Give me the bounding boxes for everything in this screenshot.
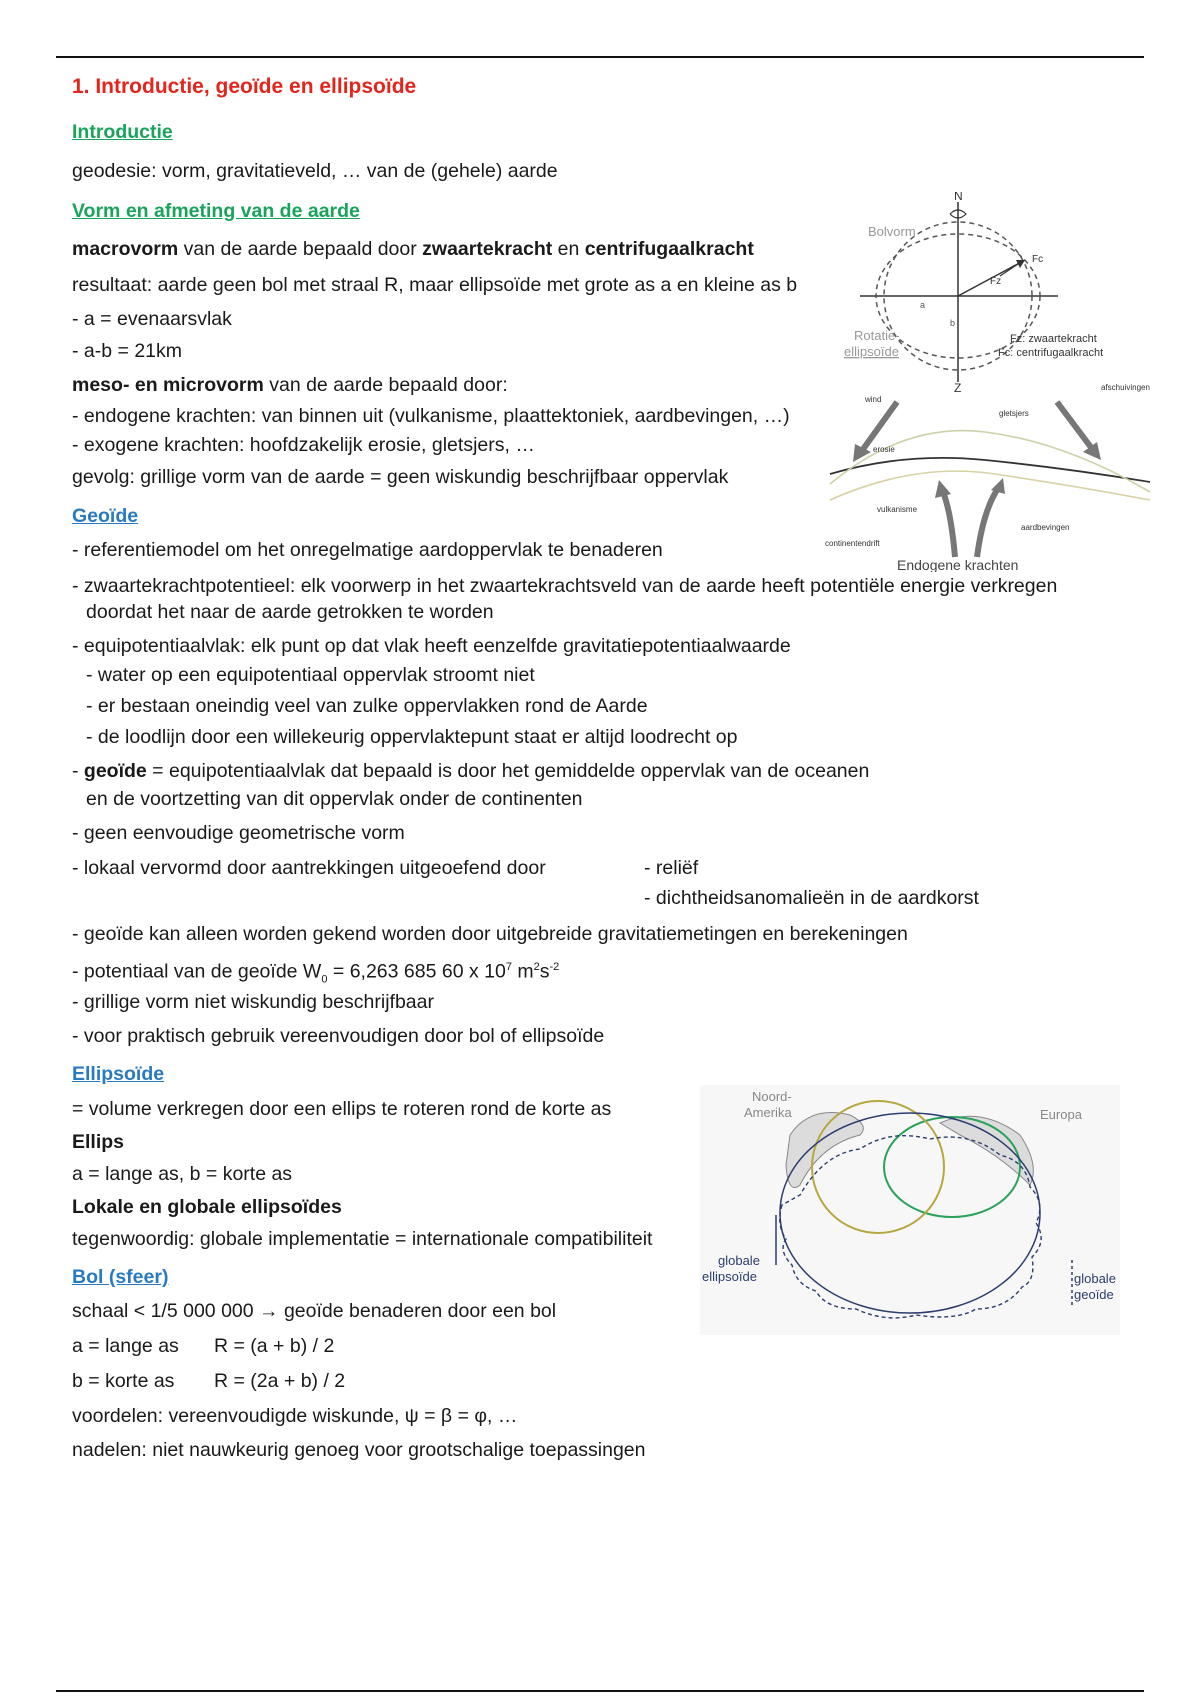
fig2-vulkanisme: vulkanisme	[877, 505, 918, 514]
endogeen-arrow-left	[943, 492, 955, 557]
macro-text-1: van de aarde bepaald door	[178, 238, 423, 260]
geoide-l2b: doordat het naar de aarde getrokken te worden	[86, 601, 494, 623]
fig1-legend-fz: Fz: zwaartekracht	[1010, 333, 1097, 345]
geoide-l3b: - er bestaan oneindig veel van zulke oppervlakken rond de Aarde	[86, 695, 648, 717]
figure-ellipsoid-forces	[840, 192, 1150, 392]
fig3-noord2: Amerika	[744, 1105, 792, 1120]
exogeen-line: - exogene krachten: hoofdzakelijk erosie, gletsjers, …	[72, 434, 535, 456]
ab-line: - a-b = 21km	[72, 340, 183, 362]
geoide-l10: - voor praktisch gebruik vereenvoudigen door bol of ellipsoïde	[72, 1025, 605, 1047]
fig1-fc: Fc	[1032, 254, 1044, 265]
macro-text-2: en	[552, 238, 585, 260]
l8-c: m	[511, 960, 534, 983]
fig1-a: a	[920, 300, 926, 310]
fig1-b: b	[950, 318, 956, 328]
fz-arrow	[1000, 264, 1018, 276]
bol-l3b: R = (2a + b) / 2	[214, 1370, 346, 1392]
bol-l4: voordelen: vereenvoudigde wiskunde, ψ = β = φ, …	[72, 1405, 518, 1427]
geoide-l6-dichtheid: - dichtheidsanomalieën in de aardkorst	[644, 887, 979, 909]
l8-b: = 6,263 685 60 x 10	[327, 960, 506, 983]
macrovorm-line	[72, 236, 754, 262]
heading-bol: Bol (sfeer)	[72, 1266, 169, 1288]
geoide-l3a: - water op een equipotentiaal oppervlak stroomt niet	[86, 664, 535, 686]
surface-line-3	[830, 471, 1150, 500]
a-line: - a = evenaarsvlak	[72, 308, 232, 330]
meso-bold: meso- en microvorm	[72, 374, 264, 396]
figure-krachten	[825, 382, 1155, 572]
ellips-heading: Ellips	[72, 1131, 125, 1153]
fig1-z: Z	[954, 381, 962, 392]
geoide-l2a: - zwaartekrachtpotentieel: elk voorwerp in het zwaartekrachtsveld van de aarde heeft potentiële energie verkregen	[72, 575, 1058, 597]
meso-text: van de aarde bepaald door:	[263, 374, 508, 396]
ellipsoide-l3: tegenwoordig: globale implementatie = internationale compatibiliteit	[72, 1228, 653, 1250]
bol-l1: schaal < 1/5 000 000 → geoïde benaderen door een bol	[72, 1300, 557, 1322]
l8-a: - potentiaal van de geoïde W	[72, 960, 322, 983]
endogeen-arrowhead-left	[935, 480, 951, 498]
geoide-l4-text: = equipotentiaalvlak dat bepaald is door het gemiddelde oppervlak van de oceanen	[146, 760, 870, 782]
surface-line-1	[830, 458, 1150, 482]
top-rule	[56, 56, 1144, 58]
bol-l3a: b = korte as	[72, 1370, 175, 1392]
geoide-l8	[72, 954, 559, 992]
geoide-l5: - geen eenvoudige geometrische vorm	[72, 822, 405, 844]
l8-d: s	[539, 960, 550, 983]
l8-sup3: -2	[549, 961, 560, 973]
figure-geoide-ellipsoide	[700, 1085, 1120, 1335]
fig2-erosie: erosie	[873, 445, 895, 454]
exogeen-arrow-right	[1057, 402, 1093, 450]
ellipsoide-l1: = volume verkregen door een ellips te roteren rond de korte as	[72, 1098, 612, 1120]
lokaal-heading: Lokale en globale ellipsoïdes	[72, 1196, 342, 1218]
bol-l2a: a = lange as	[72, 1335, 179, 1357]
fig2-gletsjers: gletsjers	[999, 409, 1029, 418]
bottom-rule	[56, 1690, 1144, 1692]
l8-sub: 0	[321, 973, 328, 986]
heading-vorm: Vorm en afmeting van de aarde	[72, 200, 360, 222]
l8-sup2: 2	[533, 961, 540, 973]
geoide-l4b: en de voortzetting van dit oppervlak onder de continenten	[86, 788, 583, 810]
heading-introductie: Introductie	[72, 121, 173, 143]
fig1-legend-fc: Fc: centrifugaalkracht	[998, 347, 1104, 359]
geoide-l3: - equipotentiaalvlak: elk punt op dat vlak heeft eenzelfde gravitatiepotentiaalwaarde	[72, 635, 791, 657]
geoide-l6-relief: - reliëf	[644, 857, 699, 879]
fig3-europa: Europa	[1040, 1107, 1082, 1122]
ellipsoide-l2: a = lange as, b = korte as	[72, 1163, 293, 1185]
gevolg-line: gevolg: grillige vorm van de aarde = geen wiskundig beschrijfbaar oppervlak	[72, 466, 729, 488]
geoide-bold: geoïde	[83, 760, 147, 782]
meso-line	[72, 372, 508, 398]
fig3-noord1: Noord-	[752, 1089, 792, 1104]
section-title: 1. Introductie, geoïde en ellipsoïde	[72, 75, 417, 98]
heading-ellipsoide: Ellipsoïde	[72, 1063, 165, 1085]
l8-sup1: 7	[505, 961, 512, 973]
fig3-gl-geo1: globale	[1074, 1271, 1116, 1286]
geoide-l3c: - de loodlijn door een willekeurig oppervlaktepunt staat er altijd loodrecht op	[86, 726, 738, 748]
geoide-l1: - referentiemodel om het onregelmatige aardoppervlak te benaderen	[72, 539, 663, 561]
intro-text: geodesie: vorm, gravitatieveld, … van de (gehele) aarde	[72, 160, 558, 182]
fig2-aardbevingen: aardbevingen	[1021, 523, 1070, 532]
resultaat-line: resultaat: aarde geen bol met straal R, maar ellipsoïde met grote as a en kleine as b	[72, 274, 798, 296]
endogeen-arrow-right	[977, 490, 997, 557]
fig1-rotatie: Rotatie-	[854, 328, 900, 343]
geoide-l4a: - geoïde = equipotentiaalvlak dat bepaald is door het gemiddelde oppervlak van de oceanen	[72, 760, 870, 782]
fig1-bolvorm: Bolvorm	[868, 224, 916, 239]
fig2-continentendrift: continentendrift	[825, 539, 880, 548]
fig2-wind: wind	[865, 395, 882, 404]
geoide-l9: - grillige vorm niet wiskundig beschrijfbaar	[72, 991, 434, 1013]
fig3-gl-ell1: globale	[718, 1253, 760, 1268]
bol-l2b: R = (a + b) / 2	[214, 1335, 335, 1357]
fig1-ellipsoide: ellipsoïde	[844, 344, 899, 359]
fig2-endogene: Endogene krachten	[897, 557, 1019, 572]
geoide-l7: - geoïde kan alleen worden gekend worden door uitgebreide gravitatiemetingen en berekeningen	[72, 923, 908, 945]
fig1-fz: Fz	[990, 276, 1002, 287]
bol-l5: nadelen: niet nauwkeurig genoeg voor grootschalige toepassingen	[72, 1439, 646, 1461]
macro-bold-1: macrovorm	[72, 238, 179, 260]
geoide-l6: - lokaal vervormd door aantrekkingen uitgeoefend door	[72, 857, 546, 879]
macro-bold-3: centrifugaalkracht	[584, 238, 754, 260]
endogeen-line: - endogene krachten: van binnen uit (vulkanisme, plaattektoniek, aardbevingen, …)	[72, 405, 790, 427]
fig3-background	[700, 1085, 1120, 1335]
macro-bold-2: zwaartekracht	[422, 238, 553, 260]
fig3-gl-geo2: geoïde	[1074, 1287, 1114, 1302]
fig3-gl-ell2: ellipsoïde	[702, 1269, 757, 1284]
fig1-n: N	[954, 192, 963, 203]
heading-geoide: Geoïde	[72, 505, 139, 527]
fig2-afschuivingen: afschuivingen	[1101, 383, 1150, 392]
